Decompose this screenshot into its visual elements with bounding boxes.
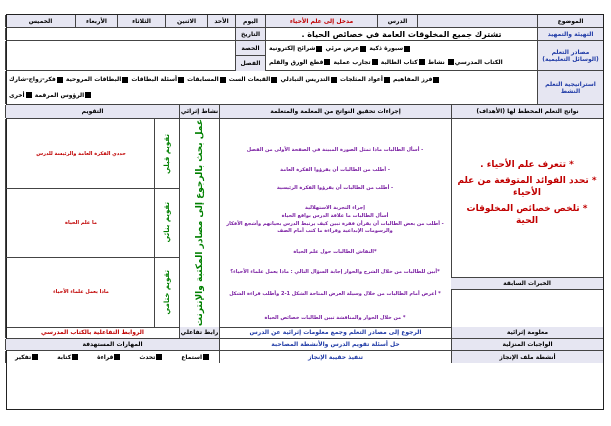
link-label: رابط تفاعلي xyxy=(180,329,219,336)
topic-label: الموضوع xyxy=(537,15,603,27)
strategies-line-2 xyxy=(9,92,92,99)
checkbox[interactable] xyxy=(203,354,209,360)
procedure-6: - أطلب من بعض الطالبات أن يقرأن فقرة تبين كيف يرتبط الدرس بحياتهم وأشجع الأفكار والرسومات الإبداعية وقراءة ما كتب أمام الصف xyxy=(226,221,444,234)
procedure-4: إجراء التجربة الاستهلالية xyxy=(305,205,365,211)
resource-smartboard: سبورة ذكية xyxy=(369,45,404,53)
resource-paper-pen: قطع الورق والقلم xyxy=(269,58,324,66)
strategy-9: الرؤوس المرقمة xyxy=(34,91,85,99)
strategy-5: المسابقات xyxy=(187,76,219,84)
activity-text: عمل بحث بالرجوع إلى مصادر المكتبة والإنترنت xyxy=(194,119,205,327)
skill-label: كتابة xyxy=(57,353,72,361)
checkbox[interactable] xyxy=(220,77,226,83)
portfolio-row xyxy=(7,351,603,363)
strategy-4: القبعات الست xyxy=(228,76,271,84)
resource-textbook: الكتاب المدرسي xyxy=(454,58,503,66)
eval-stage-2: تقويم بنائي xyxy=(163,202,171,243)
resource-slides: شرائح إلكترونية xyxy=(269,45,316,53)
strategies-list xyxy=(5,71,537,104)
procedure-2: - أطلب من الطالبات أن يقرؤوا الفكرة العامة xyxy=(280,167,390,173)
portfolio-text: تنفيذ حقيبة الإنجاز xyxy=(219,351,451,363)
evaluation-header: التقويم xyxy=(5,105,179,118)
period-class-values xyxy=(5,41,235,70)
skill-label: قراءة xyxy=(97,353,114,361)
link-text: الروابط التفاعلية بالكتاب المدرسي xyxy=(5,327,179,338)
procedures-column xyxy=(219,119,451,327)
eval-text-3: ماذا يعمل علماء الأحياء xyxy=(53,289,109,295)
procedure-5: أسأل الطالبات ما علاقة الدرس بواقع الحياة xyxy=(281,213,389,219)
skills-label: المهارات المستهدفة xyxy=(5,339,219,350)
activity-header: نشاط إثرائي xyxy=(179,105,219,118)
lesson-label: الدرس xyxy=(377,15,417,27)
skill-reading xyxy=(97,354,121,361)
date-values xyxy=(5,28,235,40)
checkbox[interactable] xyxy=(316,46,322,52)
checkbox[interactable] xyxy=(419,59,425,65)
resources-list xyxy=(265,41,537,70)
eval-text-3-cell xyxy=(6,257,156,327)
resources-line-2 xyxy=(269,59,503,66)
strategy-2: أعواد المثلجات xyxy=(339,76,383,84)
skills-list xyxy=(5,351,219,363)
checkbox[interactable] xyxy=(114,354,120,360)
checkbox[interactable] xyxy=(26,92,32,98)
skill-thinking xyxy=(15,354,39,361)
skill-listening xyxy=(181,354,210,361)
resource-video: عرض مرئي xyxy=(325,45,360,53)
outcomes-header: نواتج التعلم المخطط لها (الأهداف) xyxy=(451,105,603,118)
enrichment-label: معلومة إثرائية xyxy=(451,327,603,338)
period-label: الحصة xyxy=(235,41,265,56)
strategy-1: فرز المفاهيم xyxy=(393,76,433,84)
activity-column xyxy=(179,119,219,327)
enrichment-row xyxy=(7,327,603,339)
evaluation-column xyxy=(5,119,179,327)
columns-header-row xyxy=(7,105,603,119)
eval-stage-1: تقويم قبلي xyxy=(163,133,171,174)
checkbox[interactable] xyxy=(271,77,277,83)
intro-text: تشترك جميع المخلوقات العامة في خصائص الحياة . xyxy=(265,28,537,40)
outcome-3: * تلخص خصائص المخلوقات الحية xyxy=(466,204,588,226)
skill-label: استماع xyxy=(181,353,203,361)
outcome-1: * تتعرف علم الأحياء . xyxy=(480,160,574,170)
topic-value: مدخل إلى علم الأحياء xyxy=(265,15,377,27)
resources-row xyxy=(7,41,603,71)
strategy-8: فكر-زواج-شارك xyxy=(9,76,56,84)
procedure-3: - أطلب من الطالبات أن يقرؤوا الفكرة الرئيسية xyxy=(276,185,394,191)
checkbox[interactable] xyxy=(57,77,63,83)
eval-text-2: ما علم الحياة xyxy=(65,219,97,226)
checkbox[interactable] xyxy=(384,77,390,83)
checkbox[interactable] xyxy=(178,77,184,83)
checkbox[interactable] xyxy=(331,77,337,83)
intro-label: التهيئة والتمهيد xyxy=(537,28,603,40)
outcomes-column xyxy=(451,119,603,327)
portfolio-label: أنشطة ملف الإنجاز xyxy=(451,351,603,363)
date-label: التاريخ xyxy=(235,28,265,40)
day-label: اليوم xyxy=(235,15,265,27)
strategies-line-1 xyxy=(9,76,440,83)
strategies-row xyxy=(7,71,603,105)
homework-label: الواجبات المنزلية xyxy=(451,339,603,350)
day-thu: الخميس xyxy=(5,15,75,27)
prior-label: الخبرات السابقة xyxy=(451,277,603,290)
procedures-header: إجراءات تحقيق النواتج من المعلمة والمتعلمة xyxy=(219,105,451,118)
skill-writing xyxy=(57,354,79,361)
eval-text-1: حددي الفكرة العامة والرئيسة للدرس xyxy=(36,150,126,157)
eval-stage-3-cell xyxy=(154,257,179,327)
resources-line-1 xyxy=(269,45,411,52)
intro-row xyxy=(7,28,603,41)
eval-stage-3: تقويم ختامي xyxy=(163,269,171,315)
homework-text: حل أسئلة تقويم الدرس والأنشطة المصاحبة xyxy=(219,339,451,350)
eval-text-2-cell xyxy=(6,188,156,258)
header-row xyxy=(7,15,603,28)
procedure-7: *النقاش الطالبات حول علم الحياة xyxy=(293,249,377,255)
eval-stage-2-cell xyxy=(154,188,179,258)
checkbox[interactable] xyxy=(72,354,78,360)
lesson-plan xyxy=(6,14,604,410)
skill-label: تحدث xyxy=(139,353,156,361)
checkbox[interactable] xyxy=(404,46,410,52)
checkbox[interactable] xyxy=(122,77,128,83)
checkbox[interactable] xyxy=(156,354,162,360)
strategy-10: أخرى xyxy=(9,91,25,99)
outcome-2: * تحدد الفوائد المتوقعة من علم الأحياء xyxy=(457,176,597,198)
checkbox[interactable] xyxy=(433,77,439,83)
skill-label: تفكير xyxy=(14,353,32,361)
eval-text-1-cell xyxy=(6,119,156,189)
checkbox[interactable] xyxy=(85,92,91,98)
resource-activity: نشاط xyxy=(427,58,445,66)
checkbox[interactable] xyxy=(372,59,378,65)
eval-stage-1-cell xyxy=(154,119,179,189)
procedure-10: * من خلال الحوار والمناقشة تبين الطالبات خصائص الحياة xyxy=(264,315,406,321)
procedure-1: - أسأل الطالبات ماذا تمثل الصورة المبينة في الصفحة الأولى من الفصل xyxy=(246,147,424,153)
skill-speaking xyxy=(139,354,163,361)
body-area xyxy=(7,119,603,328)
checkbox[interactable] xyxy=(324,59,330,65)
strategy-3: التدريس التبادلي xyxy=(280,76,330,84)
homework-row xyxy=(7,339,603,351)
topic-value-empty xyxy=(417,15,537,27)
resource-student-book: كتاب الطالبة xyxy=(380,58,418,66)
enrichment-text: الرجوع إلى مصادر التعلم وجمع معلومات إثرائية عن الدرس xyxy=(219,327,451,338)
checkbox[interactable] xyxy=(32,354,38,360)
class-label: الفصل xyxy=(235,56,265,71)
resource-experiments: تجارب عملية xyxy=(333,58,371,66)
strategy-6: أسئلة البطاقات xyxy=(131,76,178,84)
checkbox[interactable] xyxy=(360,46,366,52)
procedure-8: *أبين للطالبات من خلال الشرح والحوار إجابة السؤال التالي : ماذا يعمل علماء الأحياء؟ xyxy=(230,269,440,275)
day-tue: الثلاثاء xyxy=(117,15,165,27)
resources-label: مصادر التعلم (الوسائل التعليمية) xyxy=(537,41,603,70)
strategies-label: استراتيجية التعلم النشط xyxy=(537,71,603,104)
day-wed: الأربعاء xyxy=(75,15,117,27)
day-mon: الاثنين xyxy=(165,15,207,27)
procedure-9: * أعرض أمام الطالبات من خلال وسيلة العرض المتاحة الشكل 1-2 وأطلب قراءة الشكل xyxy=(229,291,441,297)
day-sun: الأحد xyxy=(207,15,235,27)
checkbox[interactable] xyxy=(448,59,454,65)
strategy-7: البطاقات المروحية xyxy=(65,76,122,84)
